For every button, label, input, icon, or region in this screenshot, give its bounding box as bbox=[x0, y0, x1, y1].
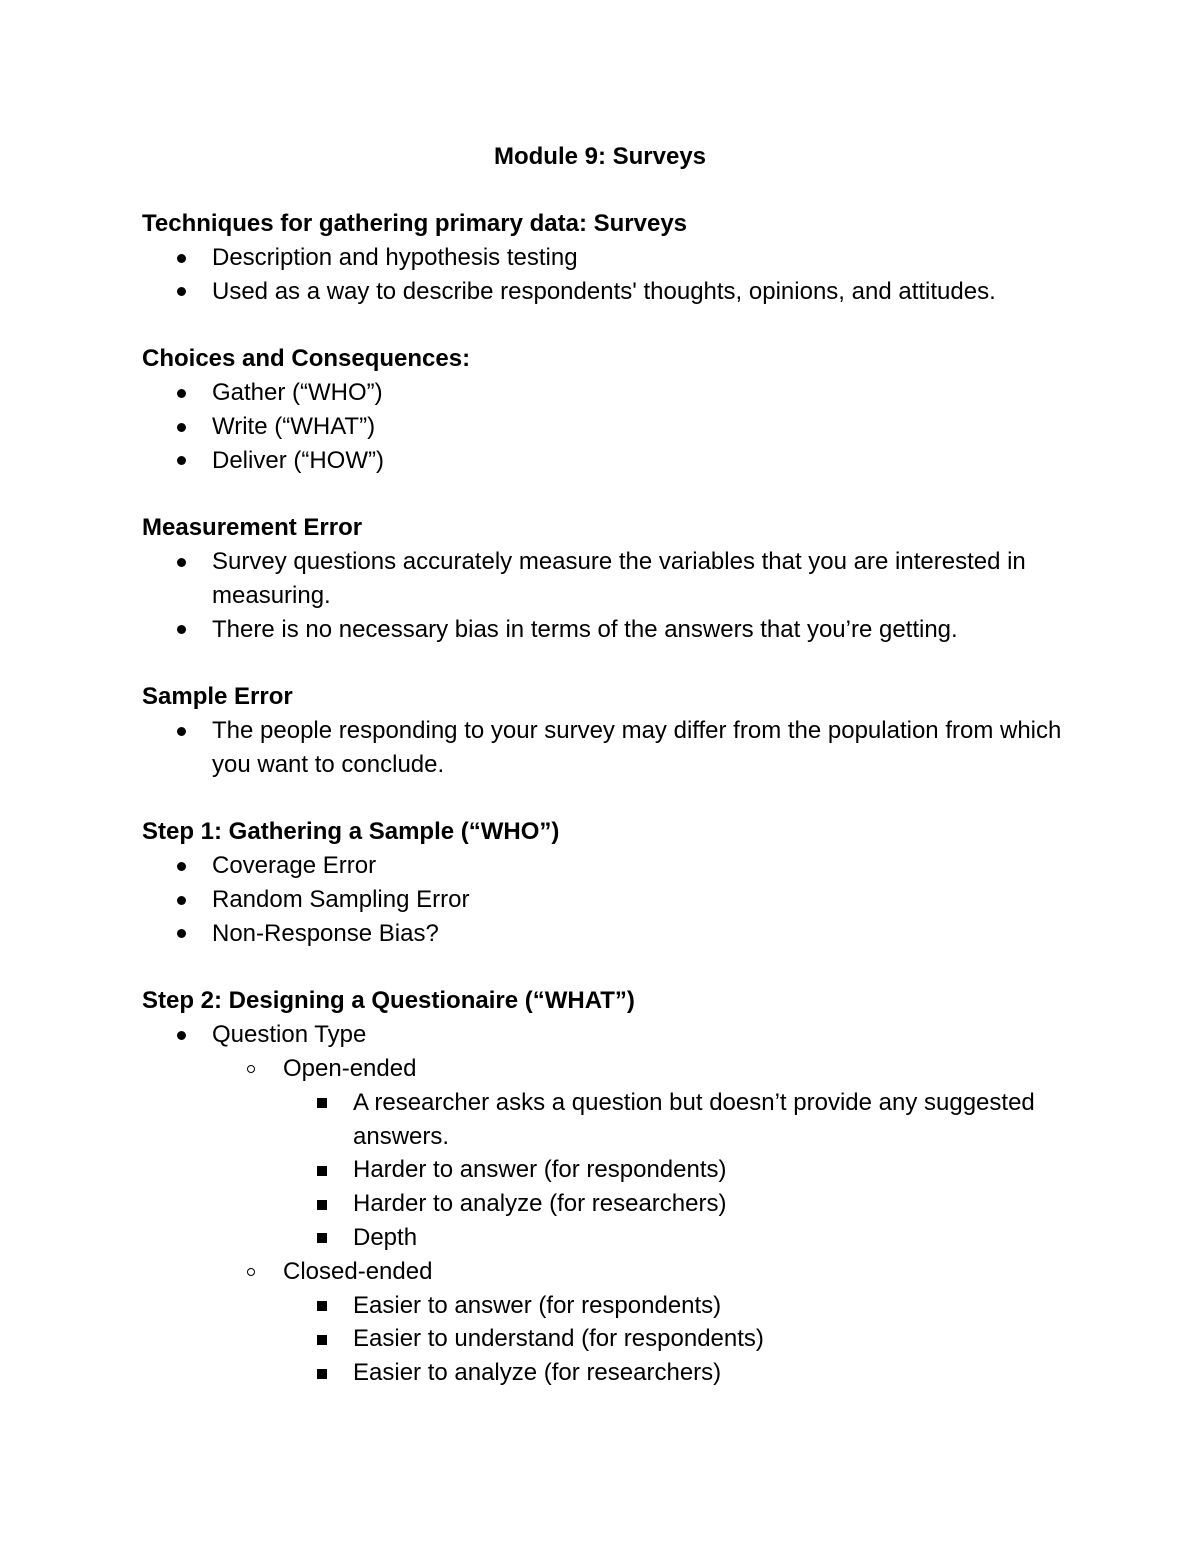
list-item-text: Depth bbox=[353, 1223, 418, 1251]
list-item-text: Write (“WHAT”) bbox=[212, 412, 376, 440]
list-item-text: Random Sampling Error bbox=[212, 885, 470, 913]
list-item bbox=[142, 410, 1062, 444]
bullet-square-icon bbox=[317, 1289, 327, 1323]
list-item-text: Non-Response Bias? bbox=[212, 919, 439, 947]
list-item-text: Closed-ended bbox=[283, 1257, 433, 1285]
bullet-square-icon bbox=[317, 1322, 327, 1356]
list-item bbox=[283, 1221, 1062, 1255]
section-techniques bbox=[142, 207, 1062, 308]
page-title: Module 9: Surveys bbox=[493, 143, 707, 170]
list-item bbox=[142, 883, 1062, 917]
list-item bbox=[283, 1086, 1062, 1154]
list-item bbox=[142, 444, 1062, 478]
bullet-square-icon bbox=[317, 1221, 327, 1255]
bullet-list bbox=[142, 849, 1062, 950]
list-item-text: Easier to understand (for respondents) bbox=[353, 1325, 764, 1353]
section-step-2 bbox=[142, 984, 1062, 1390]
list-item-text: The people responding to your survey may differ from the population from which you want to conclude. bbox=[212, 716, 1062, 778]
section-sample-error bbox=[142, 680, 1062, 781]
list-item-text: Used as a way to describe respondents' thoughts, opinions, and attitudes. bbox=[212, 277, 996, 305]
bullet-dot-icon bbox=[177, 241, 186, 275]
section-heading: Step 2: Designing a Questionaire (“WHAT”) bbox=[142, 987, 635, 1015]
bullet-dot-icon bbox=[177, 917, 186, 951]
sub-sub-list bbox=[283, 1086, 1062, 1255]
list-item-text: A researcher asks a question but doesn’t provide any suggested answers. bbox=[353, 1088, 1035, 1150]
section-step-1 bbox=[142, 815, 1062, 950]
list-item bbox=[283, 1153, 1062, 1187]
list-item-text: Coverage Error bbox=[212, 852, 377, 880]
bullet-dot-icon bbox=[177, 376, 186, 410]
bullet-ring-icon bbox=[247, 1255, 255, 1289]
bullet-dot-icon bbox=[177, 545, 186, 579]
bullet-square-icon bbox=[317, 1153, 327, 1187]
document-body bbox=[142, 207, 1062, 1390]
list-item-text: Easier to analyze (for researchers) bbox=[353, 1359, 722, 1387]
list-item-text: Deliver (“HOW”) bbox=[212, 446, 384, 474]
section-heading: Sample Error bbox=[142, 683, 293, 711]
list-item bbox=[142, 545, 1062, 613]
section-heading: Techniques for gathering primary data: Surveys bbox=[142, 210, 688, 237]
list-item bbox=[142, 275, 1062, 309]
section-heading: Choices and Consequences: bbox=[142, 345, 471, 373]
list-item-closed-ended bbox=[212, 1255, 1062, 1390]
section-heading: Measurement Error bbox=[142, 514, 363, 542]
list-item bbox=[142, 376, 1062, 410]
bullet-list bbox=[142, 241, 1062, 309]
list-item-text: Survey questions accurately measure the variables that you are interested in measuring. bbox=[212, 547, 1026, 609]
bullet-square-icon bbox=[317, 1356, 327, 1390]
bullet-dot-icon bbox=[177, 1018, 186, 1052]
list-item-text: Description and hypothesis testing bbox=[212, 243, 578, 271]
list-item bbox=[142, 849, 1062, 883]
list-item bbox=[283, 1187, 1062, 1221]
list-item bbox=[283, 1322, 1062, 1356]
bullet-dot-icon bbox=[177, 410, 186, 444]
list-item-question-type bbox=[142, 1018, 1062, 1390]
bullet-dot-icon bbox=[177, 275, 186, 309]
list-item bbox=[283, 1289, 1062, 1323]
bullet-square-icon bbox=[317, 1187, 327, 1221]
bullet-dot-icon bbox=[177, 444, 186, 478]
list-item bbox=[142, 714, 1062, 782]
list-item-text: Gather (“WHO”) bbox=[212, 378, 383, 406]
list-item bbox=[283, 1356, 1062, 1390]
section-heading: Step 1: Gathering a Sample (“WHO”) bbox=[142, 818, 560, 846]
list-item-open-ended bbox=[212, 1052, 1062, 1255]
list-item-text: Easier to answer (for respondents) bbox=[353, 1291, 722, 1319]
list-item bbox=[142, 241, 1062, 275]
section-measurement-error bbox=[142, 511, 1062, 646]
bullet-ring-icon bbox=[247, 1052, 255, 1086]
sub-list bbox=[212, 1052, 1062, 1390]
list-item bbox=[142, 613, 1062, 647]
sub-sub-list bbox=[283, 1289, 1062, 1390]
list-item-text: Harder to analyze (for researchers) bbox=[353, 1190, 727, 1218]
bullet-list bbox=[142, 1018, 1062, 1390]
list-item-text: Question Type bbox=[212, 1021, 367, 1049]
bullet-dot-icon bbox=[177, 883, 186, 917]
bullet-dot-icon bbox=[177, 613, 186, 647]
bullet-dot-icon bbox=[177, 849, 186, 883]
bullet-list bbox=[142, 376, 1062, 477]
list-item-text: Harder to answer (for respondents) bbox=[353, 1156, 727, 1184]
bullet-square-icon bbox=[317, 1086, 327, 1120]
bullet-list bbox=[142, 714, 1062, 782]
bullet-list bbox=[142, 545, 1062, 646]
list-item-text: There is no necessary bias in terms of the answers that you’re getting. bbox=[212, 615, 958, 643]
list-item-text: Open-ended bbox=[283, 1054, 417, 1082]
list-item bbox=[142, 917, 1062, 951]
bullet-dot-icon bbox=[177, 714, 186, 748]
section-choices bbox=[142, 342, 1062, 477]
